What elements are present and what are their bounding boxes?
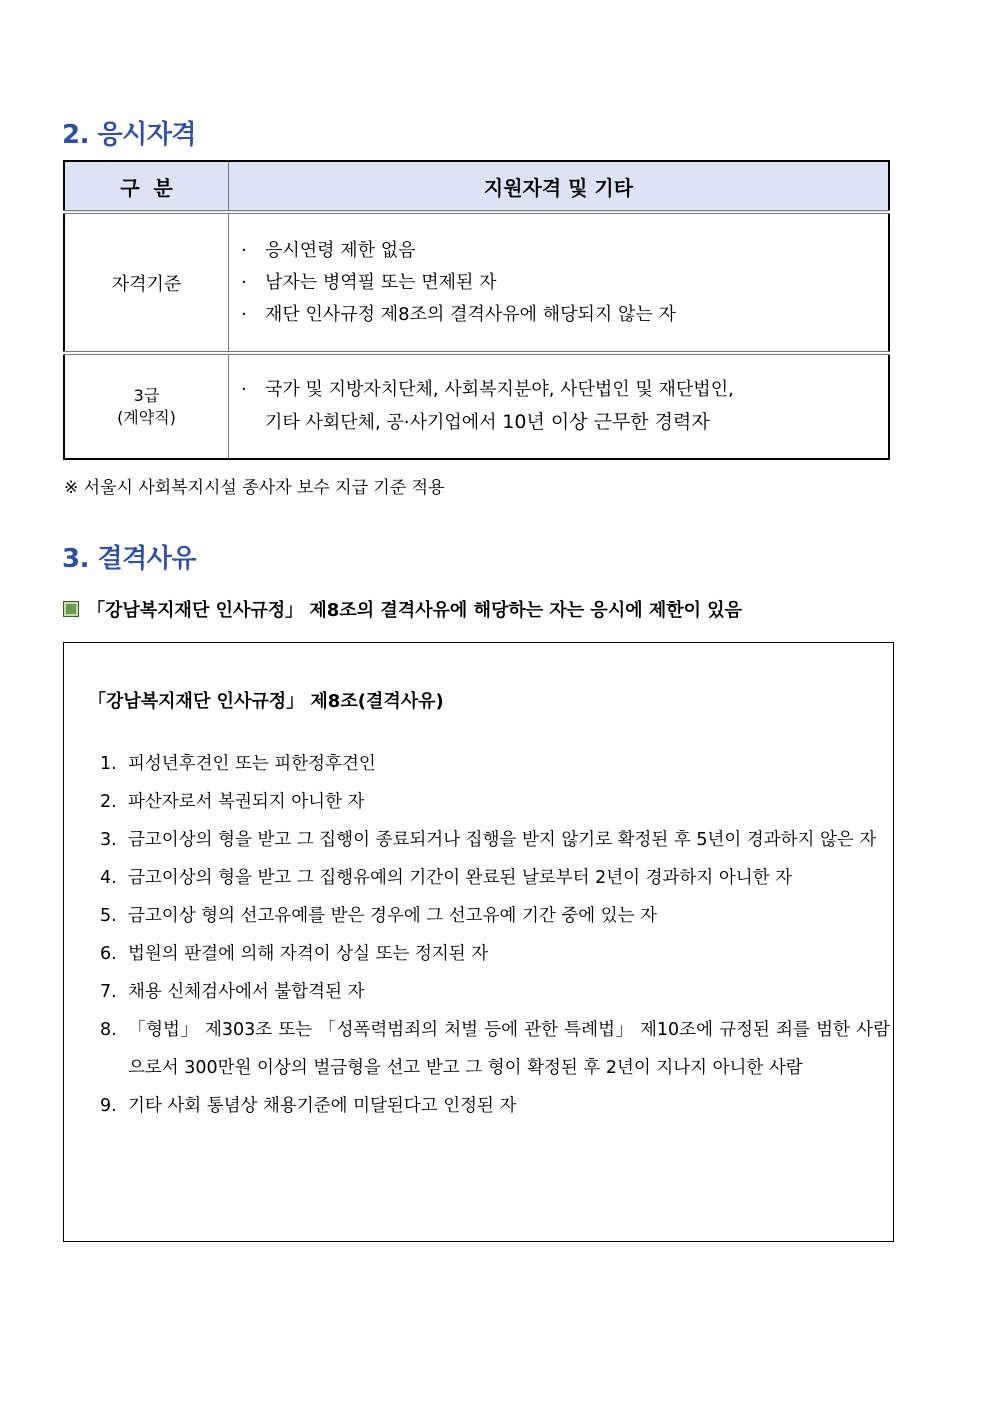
header-category: 구 분 bbox=[64, 161, 229, 212]
list-item bbox=[100, 1087, 890, 1125]
table-row bbox=[64, 212, 889, 353]
bullet: · bbox=[241, 271, 247, 293]
line-text: 기타 사회단체, 공·사기업에서 bbox=[265, 412, 503, 433]
item-number: 2. bbox=[100, 792, 117, 812]
item-text: 기타 사회 통념상 채용기준에 미달된다고 인정된 자 bbox=[128, 1096, 517, 1116]
item-number: 5. bbox=[100, 906, 117, 926]
item-text: 피성년후견인 또는 피한정후견인 bbox=[128, 754, 376, 774]
item-number: 9. bbox=[100, 1096, 117, 1116]
grade-sublabel: (계약직) bbox=[117, 407, 176, 427]
item-text: 법원의 판결에 의해 자격이 상실 또는 정지된 자 bbox=[128, 944, 489, 964]
item-text: 파산자로서 복권되지 아니한 자 bbox=[128, 792, 365, 812]
disqualification-list bbox=[100, 745, 890, 1125]
item-number: 3. bbox=[100, 830, 117, 850]
item-text: 「형법」 제303조 또는 「성폭력범죄의 처벌 등에 관한 특례법」 제10조에 규정된 죄를 범한 사람으로서 300만원 이상의 벌금형을 선고 받고 그 형이 확정된 후 2년이 지나지 아니한 사람 bbox=[128, 1020, 890, 1078]
list-item bbox=[100, 897, 890, 935]
list-item bbox=[241, 267, 888, 299]
item-number: 1. bbox=[100, 754, 117, 774]
table-row bbox=[64, 353, 889, 459]
list-item bbox=[241, 374, 888, 406]
line-text: 재단 인사규정 제8조의 결격사유에 해당되지 않는 자 bbox=[265, 303, 676, 325]
table-header-row bbox=[64, 161, 889, 212]
item-number: 4. bbox=[100, 868, 117, 888]
item-text: 금고이상의 형을 받고 그 집행유예의 기간이 완료된 날로부터 2년이 경과하지 아니한 자 bbox=[128, 868, 792, 888]
regulation-title: 「강남복지재단 인사규정」 제8조(결격사유) bbox=[88, 691, 444, 712]
list-item bbox=[100, 859, 890, 897]
list-item bbox=[241, 299, 888, 331]
square-bullet-icon bbox=[63, 601, 79, 617]
line-text: 응시연령 제한 없음 bbox=[265, 239, 416, 261]
list-item bbox=[100, 821, 890, 859]
list-item bbox=[100, 745, 890, 783]
list-item bbox=[241, 235, 888, 267]
salary-note: ※ 서울시 사회복지시설 종사자 보수 지급 기준 적용 bbox=[64, 478, 445, 498]
subheading-text: 「강남복지재단 인사규정」 제8조의 결격사유에 해당하는 자는 응시에 제한이 있음 bbox=[87, 600, 743, 621]
list-item-continuation bbox=[241, 406, 888, 439]
regulation-box bbox=[63, 642, 894, 1242]
row-category-criteria: 자격기준 bbox=[64, 212, 229, 353]
bullet: · bbox=[241, 303, 247, 325]
header-requirements: 지원자격 및 기타 bbox=[229, 161, 890, 212]
list-item bbox=[100, 935, 890, 973]
bullet: · bbox=[241, 379, 247, 400]
row-content-grade3 bbox=[229, 353, 890, 459]
list-item bbox=[100, 1011, 890, 1087]
qualification-table bbox=[63, 160, 890, 460]
disqualification-subheading bbox=[63, 596, 742, 622]
item-number: 7. bbox=[100, 982, 117, 1002]
item-text: 채용 신체검사에서 불합격된 자 bbox=[128, 982, 365, 1002]
section-3-title: 3. 결격사유 bbox=[62, 544, 196, 574]
item-text: 금고이상 형의 선고유예를 받은 경우에 그 선고유예 기간 중에 있는 자 bbox=[128, 906, 657, 926]
grade-label: 3급 bbox=[133, 385, 160, 405]
row-category-grade3 bbox=[64, 353, 229, 459]
row-content-criteria bbox=[229, 212, 890, 353]
section-2-title: 2. 응시자격 bbox=[62, 120, 196, 150]
item-text: 금고이상의 형을 받고 그 집행이 종료되거나 집행을 받지 않기로 확정된 후 5년이 경과하지 않은 자 bbox=[128, 830, 877, 850]
bullet: · bbox=[241, 239, 247, 261]
line-text: 국가 및 지방자치단체, 사회복지분야, 사단법인 및 재단법인, bbox=[265, 379, 734, 400]
item-number: 8. bbox=[100, 1020, 117, 1040]
item-number: 6. bbox=[100, 944, 117, 964]
list-item bbox=[100, 783, 890, 821]
emphasized-text: 10년 이상 근무한 경력자 bbox=[502, 411, 710, 433]
list-item bbox=[100, 973, 890, 1011]
line-text: 남자는 병역필 또는 면제된 자 bbox=[265, 271, 497, 293]
